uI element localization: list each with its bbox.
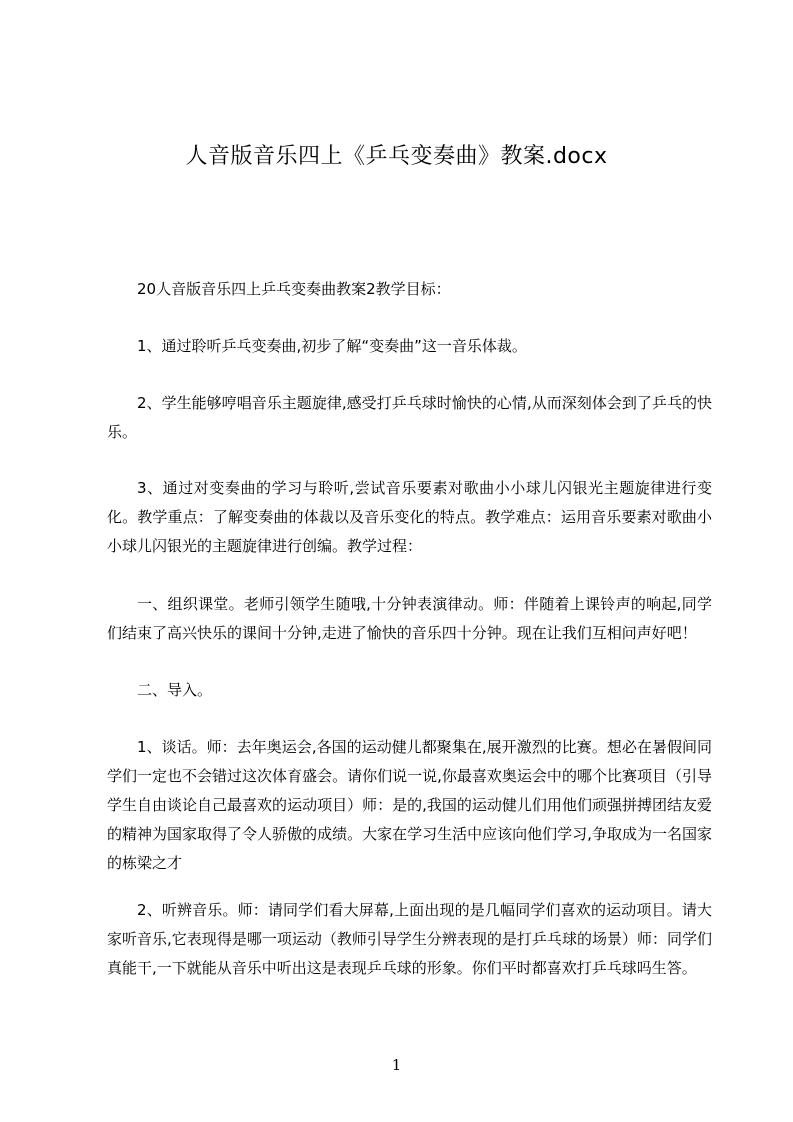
paragraph-goal-2: 2、学生能够哼唱音乐主题旋律,感受打乒乓球时愉快的心情,从而深刻体会到了乒乓的快乐。 [107,394,712,441]
paragraph-goal-1: 1、通过聆听乒乓变奏曲,初步了解“变奏曲”这一音乐体裁。 [137,337,527,355]
paragraph-intro: 20人音版音乐四上乒乓变奏曲教案2教学目标： [137,280,451,298]
page-number: 1 [391,1056,402,1074]
document-title: 人音版音乐四上《乒乓变奏曲》教案.docx [185,144,608,169]
paragraph-step-2-heading: 二、导入。 [137,681,213,699]
paragraph-talk: 1、谈话。师：去年奥运会,各国的运动健儿都聚集在,展开激烈的比赛。想必在暑假间同学们一定也不会错过这次体育盛会。请你们说一说,你最喜欢奥运会中的哪个比赛项目（引导学生自由谈论自己最喜欢的运动项目）师：是的,我国的运动健儿们用他们顽强拼搏团结友爱的精神为国家取得了令人骄傲的成绩。大家在学习生活中应该向他们学习,争取成为一名国家的栋梁之才 [107,738,712,872]
paragraph-listen: 2、听辨音乐。师：请同学们看大屏幕,上面出现的是几幅同学们喜欢的运动项目。请大家听音乐,它表现得是哪一项运动（教师引导学生分辨表现的是打乒乓球的场景）师：同学们真能干,一下就能从音乐中听出这是表现乒乓球的形象。你们平时都喜欢打乒乓球吗生答。 [107,901,712,977]
paragraph-step-1: 一、组织课堂。老师引领学生随哦,十分钟表演律动。师：伴随着上课铃声的响起,同学们结束了高兴快乐的课间十分钟,走进了愉快的音乐四十分钟。现在让我们互相问声好吧！ [107,595,712,642]
paragraph-goal-3: 3、通过对变奏曲的学习与聆听,尝试音乐要素对歌曲小小球儿闪银光主题旋律进行变化。教学重点：了解变奏曲的体裁以及音乐变化的特点。教学难点：运用音乐要素对歌曲小小球儿闪银光的主题旋律进行创编。教学过程： [107,479,712,555]
